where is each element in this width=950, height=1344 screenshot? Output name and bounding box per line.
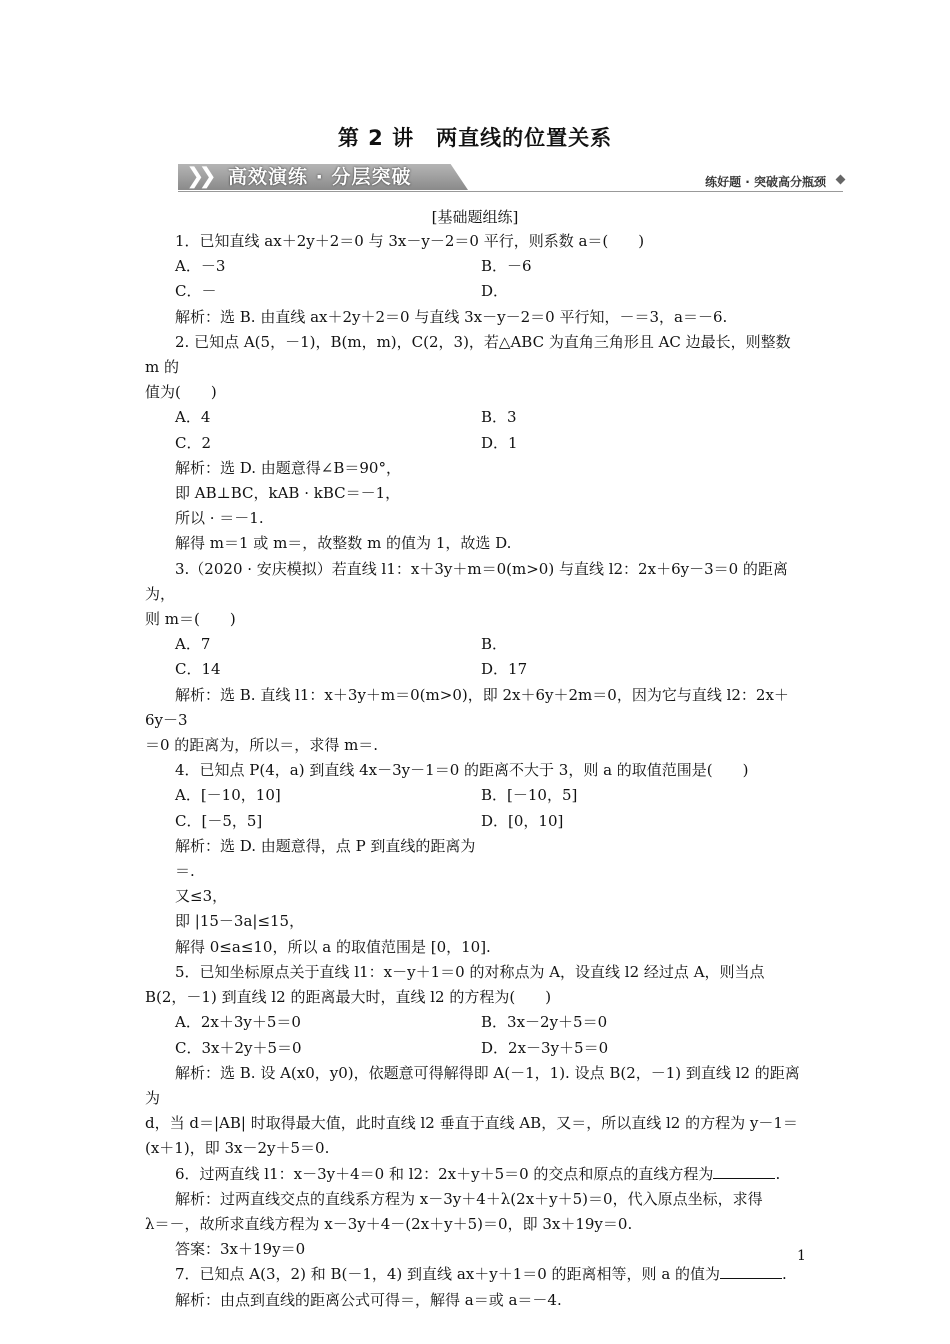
text-line: 1．已知直线 ax＋2y＋2＝0 与 3x－y－2＝0 平行，则系数 a＝( ) bbox=[175, 232, 645, 250]
answer-options-row bbox=[145, 279, 805, 304]
answer-options-row bbox=[145, 405, 805, 430]
text-line: 即 AB⊥BC，kAB · kBC＝－1， bbox=[175, 484, 401, 503]
answer-options-row bbox=[145, 431, 805, 456]
answer-option: C．14 bbox=[175, 660, 221, 679]
text-line: 即 |15－3a|≤15， bbox=[175, 912, 305, 931]
answer-blank bbox=[720, 1264, 782, 1279]
text-line: 解析：过两直线交点的直线系方程为 x－3y＋4＋λ(2x＋y＋5)＝0，代入原点坐标，求得 bbox=[175, 1189, 763, 1208]
answer-option: C．－ bbox=[175, 282, 217, 301]
question-line bbox=[145, 1162, 805, 1187]
question-text: 6．过两直线 l1：x－3y＋4＝0 和 l2：2x＋y＋5＝0 的交点和原点的直线方程为 bbox=[175, 1164, 714, 1183]
text-continuation: λ＝－，故所求直线方程为 x－3y＋4－(2x＋y＋5)＝0，即 3x＋19y＝0. bbox=[145, 1214, 633, 1233]
answer-option: A．[－10，10] bbox=[175, 786, 281, 805]
answer-option: B．3x－2y＋5＝0 bbox=[481, 1013, 608, 1032]
answer-option: D．1 bbox=[481, 433, 518, 452]
answer-option: A．2x＋3y＋5＝0 bbox=[175, 1013, 301, 1032]
text-continuation: 值为( ) bbox=[145, 383, 217, 402]
text-line: 又≤3， bbox=[175, 887, 228, 906]
answer-options-row bbox=[145, 1010, 805, 1035]
answer-options-row bbox=[145, 809, 805, 834]
question-end: . bbox=[775, 1164, 781, 1183]
answer-option: D．17 bbox=[481, 660, 528, 679]
answer-options-row bbox=[145, 657, 805, 682]
text-line: 所以 · ＝－1. bbox=[175, 509, 264, 528]
text-line: 4．已知点 P(4，a) 到直线 4x－3y－1＝0 的距离不大于 3，则 a 的取值范围是( ) bbox=[175, 761, 749, 780]
answer-options-row bbox=[145, 1036, 805, 1061]
banner-slogan: 练好题 · 突破高分瓶颈 bbox=[705, 175, 826, 189]
banner-title: 高效演练 · 分层突破 bbox=[228, 166, 412, 188]
text-line: 解析：由点到直线的距离公式可得＝，解得 a＝或 a＝－4. bbox=[175, 1290, 562, 1309]
answer-option: C．[－5，5] bbox=[175, 811, 263, 830]
text-line: ＝. bbox=[175, 862, 195, 881]
text-line: 3.（2020 · 安庆模拟）若直线 l1：x＋3y＋m＝0(m>0) 与直线 l2：2x＋6y－3＝0 的距离为， bbox=[145, 559, 788, 603]
text-line: 解析：选 B. 设 A(x0，y0)，依题意可得解得即 A(－1，1). 设点 B(2，－1) 到直线 l2 的距离为 bbox=[145, 1063, 800, 1107]
text-continuation: ＝0 的距离为，所以＝，求得 m＝. bbox=[145, 736, 379, 755]
exercise-content bbox=[145, 229, 805, 1313]
answer-blank bbox=[713, 1164, 775, 1179]
text-line: 2. 已知点 A(5，－1)，B(m，m)，C(2，3)，若△ABC 为直角三角形且 AC 边最长，则整数 m 的 bbox=[145, 332, 791, 377]
text-line: 5．已知坐标原点关于直线 l1：x－y＋1＝0 的对称点为 A，设直线 l2 经过点 A，则当点 bbox=[175, 962, 765, 981]
banner-divider bbox=[178, 191, 843, 192]
text-continuation: B(2，－1) 到直线 l2 的距离最大时，直线 l2 的方程为( ) bbox=[145, 988, 552, 1007]
question-text: 7．已知点 A(3，2) 和 B(－1，4) 到直线 ax＋y＋1＝0 的距离相等，则 a 的值为 bbox=[175, 1265, 721, 1284]
section-banner bbox=[178, 162, 848, 192]
page-title: 第 2 讲 两直线的位置关系 bbox=[337, 126, 613, 150]
text-line: 解析：选 B. 由直线 ax＋2y＋2＝0 与直线 3x－y－2＝0 平行知，－＝3，a＝－6. bbox=[175, 307, 728, 326]
answer-option: B．[－10，5] bbox=[481, 786, 578, 805]
answer-option: D． bbox=[481, 282, 509, 301]
text-line: 解得 0≤a≤10，所以 a 的取值范围是 [0，10]. bbox=[175, 937, 491, 956]
text-continuation: d，当 d＝|AB| 时取得最大值，此时直线 l2 垂直于直线 AB，又＝，所以直线 l2 的方程为 y－1＝ bbox=[145, 1114, 798, 1133]
text-line: 解析：选 D. 由题意得∠B＝90°， bbox=[175, 458, 401, 477]
answer-option: A．－3 bbox=[175, 257, 226, 276]
answer-options-row bbox=[145, 632, 805, 657]
diamond-icon bbox=[836, 175, 846, 185]
text-line: 解析：选 B. 直线 l1：x＋3y＋m＝0(m>0)，即 2x＋6y＋2m＝0，因为它与直线 l2：2x＋6y－3 bbox=[145, 685, 789, 729]
answer-options-row bbox=[145, 254, 805, 279]
answer-option: A．7 bbox=[175, 635, 211, 654]
text-line: 解得 m＝1 或 m＝，故整数 m 的值为 1，故选 D. bbox=[175, 534, 512, 553]
page-number: 1 bbox=[797, 1248, 806, 1264]
answer-option: B．－6 bbox=[481, 257, 532, 276]
answer-option: A．4 bbox=[175, 408, 211, 427]
question-end: . bbox=[782, 1265, 787, 1284]
question-line bbox=[145, 1262, 805, 1287]
answer-options-row bbox=[145, 783, 805, 808]
text-continuation: (x＋1)，即 3x－2y＋5＝0. bbox=[145, 1139, 330, 1158]
section-heading: [基础题组练] bbox=[431, 208, 519, 226]
answer-option: C．2 bbox=[175, 433, 212, 452]
text-line: 解析：选 D. 由题意得，点 P 到直线的距离为 bbox=[175, 836, 476, 855]
text-line: 答案：3x＋19y＝0 bbox=[175, 1240, 306, 1259]
answer-option: B． bbox=[481, 635, 508, 654]
text-continuation: 则 m＝( ) bbox=[145, 610, 236, 629]
answer-option: C．3x＋2y＋5＝0 bbox=[175, 1038, 302, 1057]
answer-option: D．[0，10] bbox=[481, 811, 564, 830]
answer-option: B．3 bbox=[481, 408, 517, 427]
double-chevron-icon: ❯❯ bbox=[186, 164, 211, 189]
answer-option: D．2x－3y＋5＝0 bbox=[481, 1038, 609, 1057]
